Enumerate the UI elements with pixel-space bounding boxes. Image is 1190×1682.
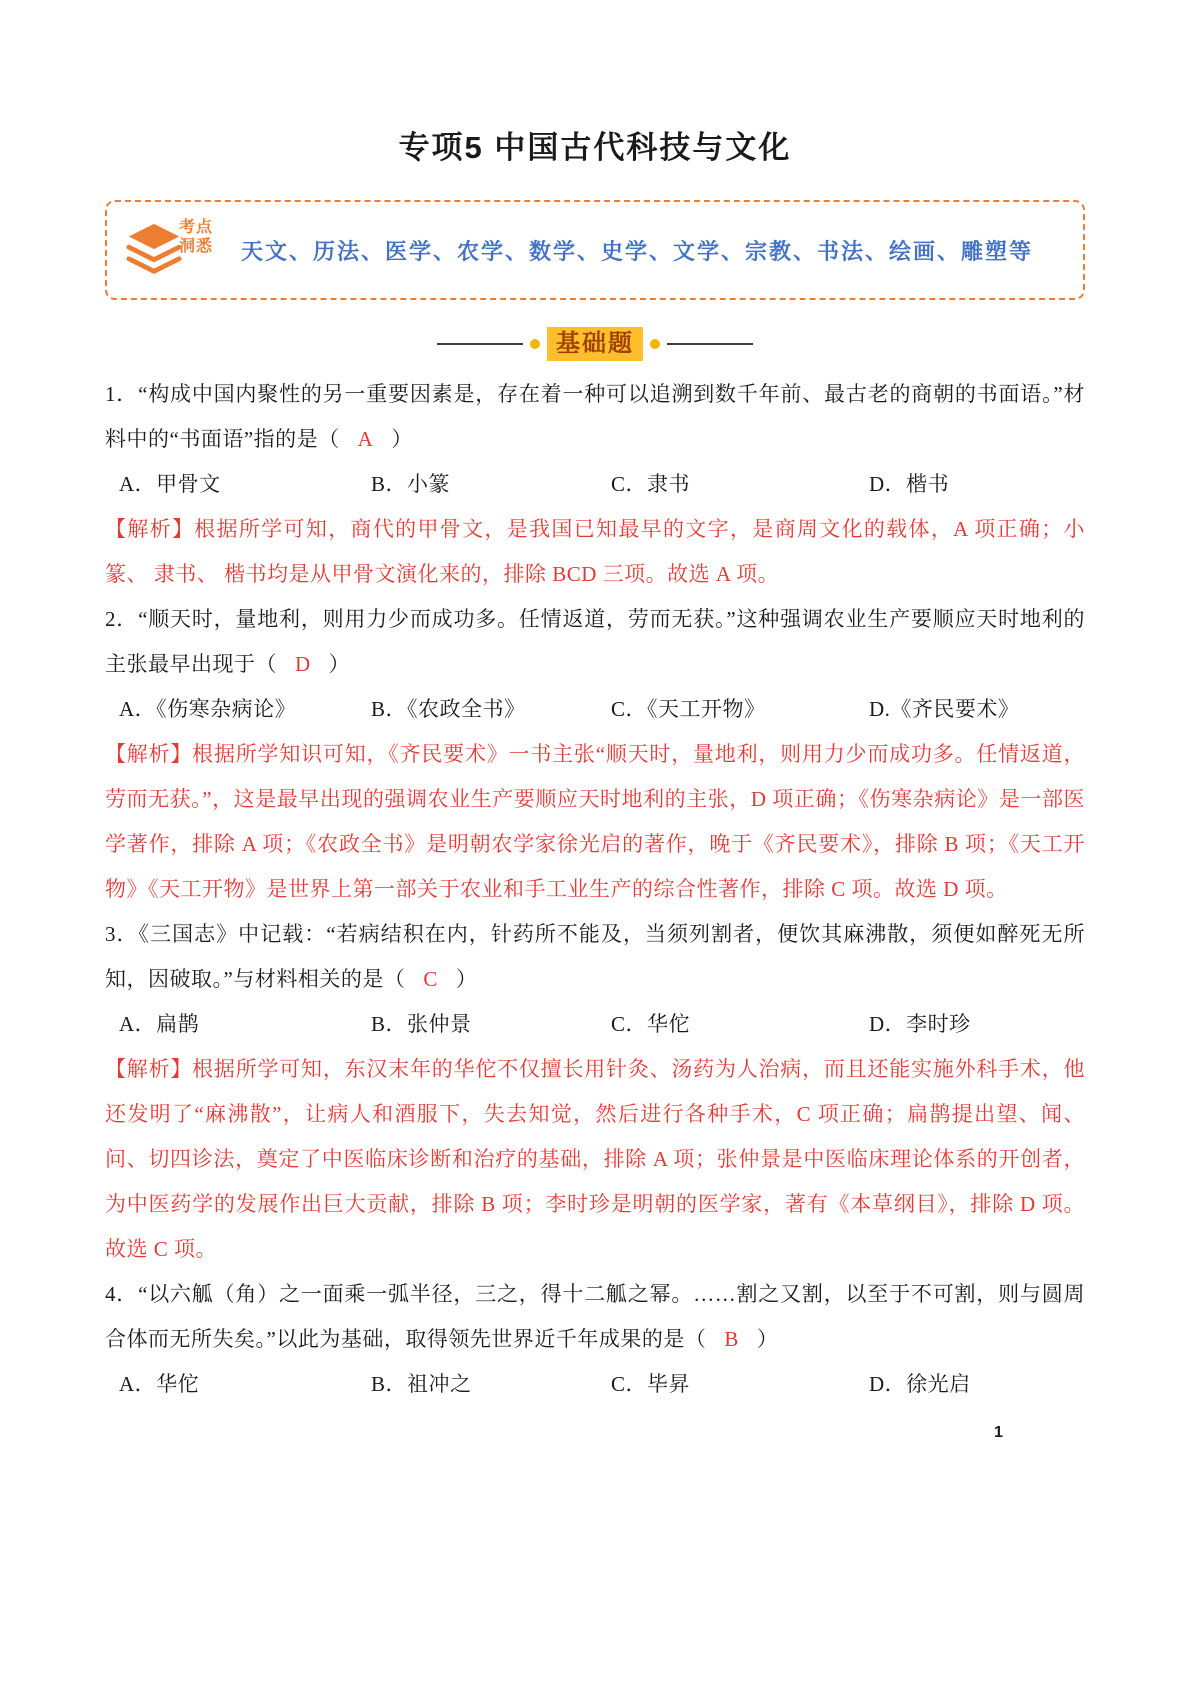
question-1-stem	[105, 372, 1085, 462]
divider-dot-left	[530, 339, 540, 349]
question-3-answer: C	[423, 967, 438, 991]
exam-points-box	[105, 200, 1085, 300]
question-1-stem-text: 1．“构成中国内聚性的另一重要因素是，存在着一种可以追溯到数千年前、最古老的商朝的书面语。”材料中的“书面语”指的是（	[105, 382, 1085, 451]
question-2-analysis: 【解析】根据所学知识可知，《齐民要术》一书主张“顺天时，量地利，则用力少而成功多。任情返道，劳而无获。”，这是最早出现的强调农业生产要顺应天时地利的主张，D 项正确；《伤寒杂病论》是一部医学著作，排除 A 项；《农政全书》是明朝农学家徐光启的著作，晚于《齐民要术》，排除 B 项；《天工开物》《天工开物》是世界上第一部关于农业和手工业生产的综合性著作，排除 C 项。故选 D 项。	[105, 742, 1085, 901]
question-1-analysis: 【解析】根据所学可知，商代的甲骨文，是我国已知最早的文字，是商周文化的载体，A 项正确；小篆、 隶书、 楷书均是从甲骨文演化来的，排除 BCD 三项。故选 A 项。	[105, 517, 1085, 586]
question-2-option-c: C．《天工开物》	[611, 697, 766, 721]
question-3-option-d: D．李时珍	[869, 1012, 971, 1036]
question-3-stem	[105, 912, 1085, 1002]
question-2-answer: D	[295, 652, 311, 676]
divider-line-right	[667, 343, 753, 345]
question-4-option-d: D．徐光启	[869, 1372, 971, 1396]
exam-points-text: 天文、历法、医学、农学、数学、史学、文学、宗教、书法、绘画、雕塑等	[241, 238, 1034, 264]
page-number: 1	[994, 1424, 1003, 1441]
exam-points-icon-label	[179, 218, 213, 256]
question-2-stem-text: 2．“顺天时，量地利，则用力少而成功多。任情返道，劳而无获。”这种强调农业生产要顺应天时地利的主张最早出现于（	[105, 607, 1085, 676]
question-4-options	[105, 1362, 1085, 1407]
question-3-option-b: B．张仲景	[371, 1012, 472, 1036]
question-2-stem	[105, 597, 1085, 687]
question-1-option-a: A．甲骨文	[119, 472, 221, 496]
icon-label-line1: 考点	[179, 219, 214, 236]
question-2	[105, 597, 1085, 912]
question-3-option-a: A．扁鹊	[119, 1012, 200, 1036]
divider-dot-right	[650, 339, 660, 349]
question-4-answer: B	[724, 1327, 739, 1351]
question-3	[105, 912, 1085, 1272]
question-4-option-b: B．祖冲之	[371, 1372, 472, 1396]
question-1-option-b: B．小篆	[371, 472, 451, 496]
question-4	[105, 1272, 1085, 1407]
question-4-stem-close: ）	[756, 1327, 779, 1351]
question-2-stem-close: ）	[328, 652, 351, 676]
question-list	[105, 372, 1085, 1407]
question-3-stem-close: ）	[455, 967, 478, 991]
question-1-option-c: C．隶书	[611, 472, 691, 496]
divider-line-left	[437, 343, 523, 345]
question-4-stem-text: 4．“以六觚（角）之一面乘一弧半径，三之，得十二觚之幂。……割之又割，以至于不可割，则与圆周合体而无所失矣。”以此为基础，取得领先世界近千年成果的是（	[105, 1282, 1085, 1351]
icon-label-line2: 洞悉	[179, 238, 214, 255]
question-4-option-a: A．华佗	[119, 1372, 200, 1396]
question-4-stem	[105, 1272, 1085, 1362]
question-3-stem-text: 3．《三国志》中记载：“若病结积在内，针药所不能及，当须列割者，便饮其麻沸散，须便如醉死无所知，因破取。”与材料相关的是（	[105, 922, 1085, 991]
question-2-option-d: D.《齐民要术》	[869, 697, 1020, 721]
question-1-options	[105, 462, 1085, 507]
page-title: 专项5 中国古代科技与文化	[398, 130, 792, 165]
question-2-option-a: A．《伤寒杂病论》	[119, 697, 297, 721]
layers-icon	[123, 220, 185, 282]
section-header	[105, 326, 1085, 362]
question-3-analysis: 【解析】根据所学可知，东汉末年的华佗不仅擅长用针灸、汤药为人治病，而且还能实施外科手术，他还发明了“麻沸散”，让病人和酒服下，失去知觉，然后进行各种手术，C 项正确；扁鹊提出望、闻、问、切四诊法，奠定了中医临床诊断和治疗的基础，排除 A 项；张仲景是中医临床理论体系的开创者，为中医药学的发展作出巨大贡献，排除 B 项；李时珍是明朝的医学家，著有《本草纲目》，排除 D 项。故选 C 项。	[105, 1057, 1085, 1261]
question-1-stem-close: ）	[391, 427, 413, 451]
question-3-option-c: C．华佗	[611, 1012, 691, 1036]
question-1-answer: A	[357, 427, 374, 451]
question-2-options	[105, 687, 1085, 732]
question-3-options	[105, 1002, 1085, 1047]
question-4-option-c: C．毕昇	[611, 1372, 691, 1396]
question-1	[105, 372, 1085, 597]
exam-points-icon	[121, 210, 231, 290]
section-title: 基础题	[547, 327, 643, 361]
question-1-option-d: D．楷书	[869, 472, 950, 496]
question-2-option-b: B．《农政全书》	[371, 697, 526, 721]
